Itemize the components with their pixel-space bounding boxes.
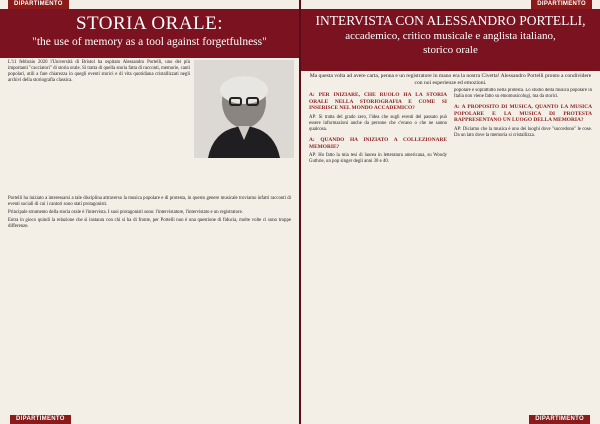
bottom-section-tab: DIPARTIMENTO [529,415,590,424]
title-banner [0,9,299,58]
section-tab: DIPARTIMENTO [531,0,592,9]
column-left [309,88,447,412]
answer-continued: popolare e soprattutto nella protesta. Lo studio della musica popolare in Italia non viene fatto su etnomusicologi, ma da storici. [454,88,592,100]
question: A: A PROPOSITO DI MUSICA, QUANTO LA MUSICA POPOLARE E LA MUSICA DI PROTESTA RAPPRESENTANO UN LUOGO DELLA MEMORIA? [454,104,592,124]
paragraph: Principale strumento della storia orale è l'intervista. I suoi protagonisti sono: l'intervistatore, l'intervistato e un registratore. [8,210,243,216]
answer: AP: Diciamo che la musica è uno dei luoghi dove "succedono" le cose. Da un lato dove la memoria si cristallizza. [454,126,592,139]
bottom-section-tab: DIPARTIMENTO [10,415,71,424]
answer: AP: Si tratta del grado zero, l'idea che sugli eventi del passato può essere informazioni anche da persone che c'erano o che ne sanno qualcosa. [309,114,447,132]
paragraph: L'11 febbraio 2020 l'Università di Bristol ha ospitato Alessandro Portelli, uno dei più importanti "cacciatori" di storia orale. Si tratta di quella storia fatta di racconti, memorie, canti popolari, utili a fare chiarezza in quegli eventi storici e di vita quotidiana cristallizzati negli archivi della storiografia classica. [8,60,190,84]
section-tab: DIPARTIMENTO [8,0,69,9]
answer: AP: Ho fatto la mia tesi di laurea in letteratura americana, su Woody Guthrie, un pop singer degli anni 30 e 40. [309,153,447,165]
title-banner [301,9,600,71]
intro-lead: Ma questa volta ad avere carta, penna e un registratore in mano era la nostra Civetta! Alessandro Portelli pronto a condividere con noi esperienze ed emozioni. [309,73,592,86]
body-text [8,196,291,232]
page-subtitle: "the use of memory as a tool against forgetfulness" [32,36,267,48]
column-right [454,88,592,412]
question: A: PER INIZIARE, CHE RUOLO HA LA STORIA ORALE NELLA STORIOGRAFIA E COME SI INSERISCE NEL MONDO ACCADEMICO? [309,92,447,112]
portrait-photo [194,60,294,158]
page-subtitle: accademico, critico musicale e anglista italiano, [345,30,556,42]
page-subtitle-2: storico orale [423,44,478,56]
intro-text [8,60,190,86]
paragraph: Portelli ha iniziato a interessarsi a tale disciplina attraverso la musica popolare e di protesta, in questo genere musicale troviamo infatti racconti di eventi sociali di cui i cantori sono stati protagonisti. [8,196,291,208]
portrait-illustration [194,60,294,158]
right-page [301,0,600,424]
page-title: INTERVISTA CON ALESSANDRO PORTELLI, [315,13,586,28]
left-page [0,0,299,424]
page-title: STORIA ORALE: [75,13,224,34]
question: A: QUANDO HA INIZIATO A COLLEZIONARE MEMORIE? [309,137,447,150]
paragraph: Entra in gioco quindi la relazione che si instaura con chi si ha di fronte, per Portelli non è una questione di fiducia, molte volte ci sono troppe differenze. [8,218,291,230]
